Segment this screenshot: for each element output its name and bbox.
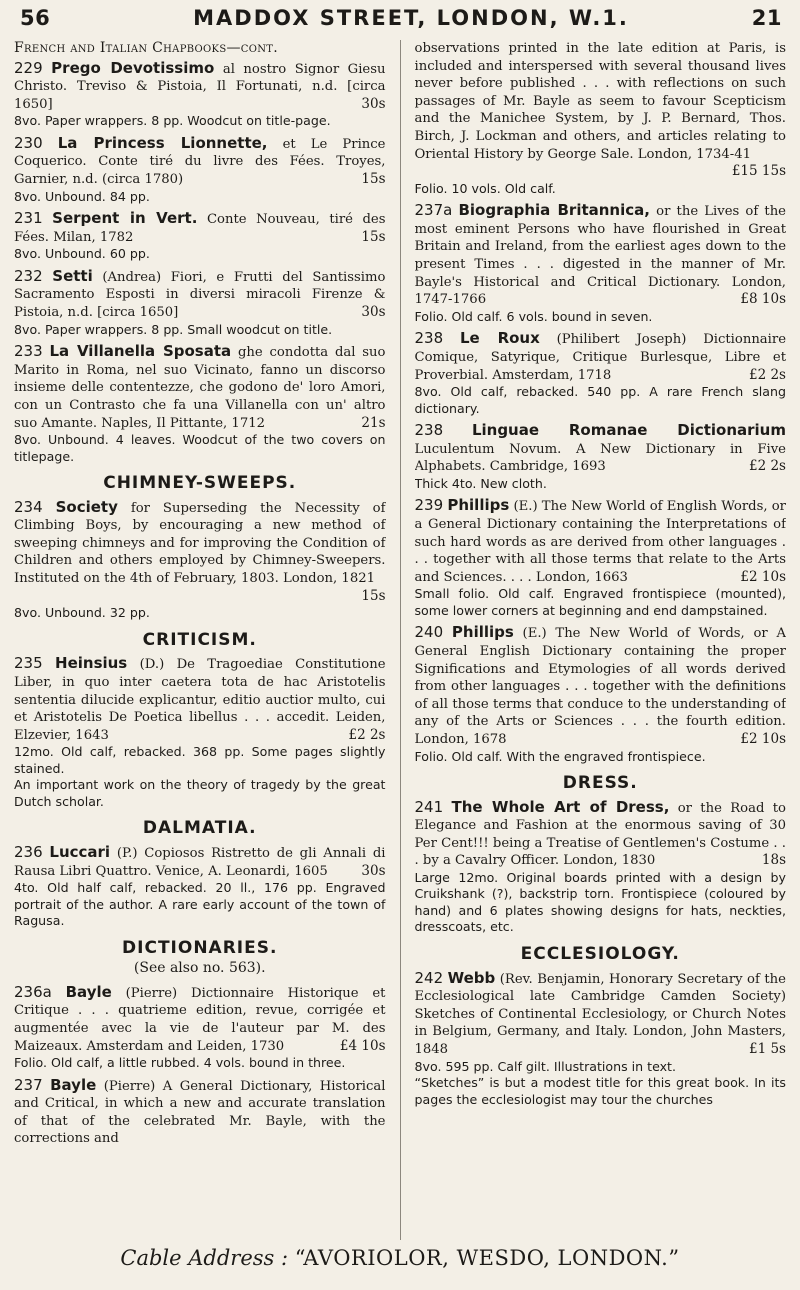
- lot-number: 231: [14, 209, 43, 228]
- lot-number: 241: [414, 797, 444, 816]
- catalogue-entry: [415, 970, 787, 1108]
- section-heading-criticism: CRITICISM.: [142, 629, 257, 650]
- cable-address-footer: [0, 1246, 800, 1280]
- entry-description: 8vo. Unbound. 84 pp.: [14, 188, 150, 204]
- catalogue-entry: [14, 60, 386, 130]
- entry-body: (D.) De Tragoediae Constitutione Liber, in quo inter caetera tota de hac Aristotelis sententia dilucide explicantur, editio auctior multo, cui et Aristotelis De Poetica libellus . . . accedit. Leiden, Elzevier, 1643: [14, 657, 386, 743]
- catalogue-entry: [415, 330, 787, 417]
- entry-title: La Princess Lionnette,: [57, 133, 268, 152]
- entry-description: Folio. Old calf, a little rubbed. 4 vols. bound in three.: [14, 1055, 346, 1071]
- entry-title: Society: [55, 497, 118, 516]
- entry-description: 8vo. Paper wrappers. 8 pp. Woodcut on title-page.: [14, 113, 331, 129]
- entry-price: £2 10s: [740, 730, 786, 747]
- entry-price: £2 2s: [348, 726, 386, 743]
- entry-description: Thick 4to. New cloth.: [414, 475, 547, 491]
- entry-price: 30s: [361, 862, 386, 879]
- entry-price: £4 10s: [339, 1037, 386, 1054]
- entry-price: £15 15s: [731, 163, 786, 180]
- entry-body: (Pierre) A General Dictionary, Historical and Critical, in which a new and accurate translation of that of the celebrated Mr. Bayle, with the corrections and: [14, 1078, 386, 1147]
- lot-number: 229: [14, 58, 43, 77]
- entry-title: Serpent in Vert.: [52, 209, 198, 228]
- entry-title: Phillips: [451, 623, 514, 642]
- entry-description: Folio. 10 vols. Old calf.: [414, 180, 556, 196]
- lot-number: 234: [14, 497, 43, 516]
- entry-price: 30s: [361, 95, 386, 112]
- entry-title: The Whole Art of Dress,: [451, 797, 670, 816]
- entry-body: observations printed in the late edition at Paris, is included and interspersed with several thousand lives never before published . . . with reflections on such passages of Mr. Bayle as seem to favour Scepticism and the Manichee System, by J. P. Bernard, Thos. Birch, J. Lockman and others, and articles relating to Oriental History by George Sale. London, 1734-41: [414, 41, 786, 162]
- publisher-address: MADDOX STREET, LONDON, W.1.: [193, 6, 629, 30]
- entry-price: 21s: [361, 414, 386, 431]
- entry-title: Luccari: [49, 842, 111, 861]
- cable-address-label: Cable Address :: [120, 1246, 289, 1270]
- entry-description: 8vo. Old calf, rebacked. 540 pp. A rare French slang dictionary.: [414, 384, 786, 416]
- lot-number: 235: [14, 654, 43, 673]
- entry-title: Prego Devotissimo: [51, 58, 215, 77]
- section-heading-ecclesiology: ECCLESIOLOGY.: [520, 943, 680, 964]
- entry-description: 12mo. Old calf, rebacked. 368 pp. Some pages slightly stained.: [14, 744, 386, 776]
- section-heading-dress: DRESS.: [562, 773, 638, 793]
- entry-title: Bayle: [50, 1075, 97, 1094]
- entry-title: Heinsius: [55, 654, 128, 673]
- section-heading-chimney-sweeps: CHIMNEY-SWEEPS.: [103, 473, 297, 494]
- entry-description: Folio. Old calf. With the engraved frontispiece.: [414, 748, 706, 764]
- entry-description: 8vo. Unbound. 32 pp.: [14, 605, 150, 621]
- lot-number: 232: [14, 266, 43, 285]
- entry-body: (P.) Copiosos Ristretto de gli Annali di Rausa Libri Quattro. Venice, A. Leonardi, 1605: [14, 845, 386, 879]
- entry-description: 4to. Old half calf, rebacked. 20 ll., 176 pp. Engraved portrait of the author. A rare early account of the town of Ragusa.: [14, 880, 386, 929]
- entry-body: or the Lives of the most eminent Persons who have flourished in Great Britain and Ireland, from the earliest ages down to the present Times . . . digested in the manner of Mr. Bayle's Historical and Critical Dictionary. London, 1747-1766: [414, 204, 786, 308]
- entry-price: 30s: [361, 304, 386, 321]
- entry-description: 8vo. 595 pp. Calf gilt. Illustrations in text.: [414, 1058, 676, 1074]
- continued-heading: French and Italian Chapbooks—cont.: [14, 40, 278, 56]
- lot-number: 236a: [14, 982, 52, 1001]
- catalogue-entry: [14, 984, 386, 1072]
- two-column-body: [14, 40, 786, 1240]
- lot-number: 237: [14, 1075, 43, 1094]
- see-also-note: (See also no. 563).: [133, 960, 266, 977]
- entry-title: Bayle: [65, 982, 112, 1001]
- catalogue-entry: [415, 202, 787, 325]
- entry-body: for Superseding the Necessity of Climbing Boys, by encouraging a new method of sweeping chimneys and for improving the Condition of Children and others employed by Chimney-Sweepers. Instituted on the 4th of February, 1803. London, 1821: [14, 500, 386, 587]
- lot-number: 237a: [414, 201, 453, 220]
- catalogue-entry: [14, 844, 386, 930]
- section-heading-dictionaries: DICTIONARIES.: [122, 937, 278, 958]
- right-column: [415, 40, 787, 1240]
- entry-body: (E.) The New World of Words, or A General English Dictionary containing the proper Significations and Etymologies of all words derived from other languages . . . together with the definitions of all those terms that conduce to the understanding of any of the Arts or Sciences . . . the fourth edition. London, 1678: [414, 626, 786, 747]
- entry-title: Webb: [447, 968, 496, 987]
- catalogue-entry: [415, 799, 787, 936]
- section-heading-dalmatia: DALMATIA.: [142, 818, 257, 839]
- entry-description: 8vo. Paper wrappers. 8 pp. Small woodcut on title.: [14, 321, 333, 337]
- catalogue-entry: [14, 499, 386, 622]
- entry-price: 18s: [761, 852, 786, 869]
- catalogue-entry: [14, 343, 386, 465]
- lot-number: 240: [414, 623, 444, 642]
- entry-price: £2 2s: [749, 366, 786, 383]
- entry-description: 8vo. Unbound. 60 pp.: [14, 246, 150, 262]
- entry-note: “Sketches” is but a modest title for this great book. In its pages the ecclesiologist may tour the churches: [414, 1075, 786, 1107]
- entry-body: (Pierre) Dictionnaire Historique et Critique . . . quatrieme edition, revue, corrigée et augmentée avec la vie de l'auteur par M. des Maizeaux. Amsterdam and Leiden, 1730: [14, 985, 386, 1054]
- entry-body: or the Road to Elegance and Fashion at the enormous saving of 30 Per Cent!!! being a Treatise of Gentlemen's Costume . . . by a Cavalry Officer. London, 1830: [414, 800, 786, 869]
- entry-body: ghe condotta dal suo Marito in Roma, nel suo Vicinato, fanno un discorso insieme delle contentezze, che godono de' loro Amori, con un Contrasto che fa una Villanella con un' altro suo Amante. Naples, Il Pittante, 1712: [14, 345, 386, 431]
- lot-number: 236: [14, 842, 43, 861]
- entry-body: et Le Prince Coquerico. Conte tiré du livre des Fées. Troyes, Garnier, n.d. (circa 1780): [14, 136, 386, 188]
- entry-description: 8vo. Unbound. 4 leaves. Woodcut of the two covers on titlepage.: [14, 432, 386, 464]
- entry-body: Conte Nouveau, tiré des Fées. Milan, 1782: [14, 212, 386, 245]
- catalogue-entry: [14, 655, 386, 810]
- entry-price: £2 10s: [740, 568, 786, 585]
- entry-body: (E.) The New World of English Words, or a General Dictionary containing the Interpretations of such hard words as are derived from other languages . . . together with all those terms that relate to the Arts and Sciences. . . . London, 1663: [414, 499, 786, 585]
- entry-title: Phillips: [447, 496, 510, 515]
- lot-number: 239: [414, 496, 444, 515]
- entry-price: £8 10s: [740, 291, 786, 308]
- entry-title: Le Roux: [459, 329, 540, 348]
- entry-description: Folio. Old calf. 6 vols. bound in seven.: [414, 308, 653, 324]
- entry-description: Small folio. Old calf. Engraved frontispiece (mounted), some lower corners at beginning and end dampstained.: [414, 586, 786, 618]
- entry-body: (Andrea) Fiori, e Frutti del Santissimo Sacramento Esposti in diversi miracoli Firenze & Pistoia, n.d. [circa 1650]: [14, 269, 386, 321]
- entry-title: La Villanella Sposata: [49, 342, 232, 361]
- lot-number: 238: [414, 329, 444, 348]
- entry-price: 15s: [361, 228, 386, 245]
- entry-price: £2 2s: [749, 458, 786, 475]
- catalogue-entry: [14, 135, 386, 205]
- entry-body: (Rev. Benjamin, Honorary Secretary of the Ecclesiological late Cambridge Camden Society) Sketches of Continental Ecclesiology, or Church Notes in Belgium, Germany, and Italy. London, John Masters, 1848: [414, 971, 786, 1057]
- lot-number: 230: [14, 133, 43, 152]
- entry-body: Luculentum Novum. A New Dictionary in Five Alphabets. Cambridge, 1693: [414, 441, 786, 475]
- cable-address: “AVORIOLOR, WESDO, LONDON.”: [294, 1246, 680, 1270]
- entry-price: 15s: [361, 171, 386, 188]
- left-column: [14, 40, 386, 1240]
- entry-title: Linguae Romanae Dictionarium: [471, 421, 786, 440]
- entry-title: Biographia Britannica,: [458, 201, 650, 220]
- running-head: [20, 6, 782, 36]
- lot-number: 238: [414, 421, 444, 440]
- catalogue-entry: [14, 268, 386, 338]
- entry-body: (Philibert Joseph) Dictionnaire Comique, Satyrique, Critique Burlesque, Libre et Proverbial. Amsterdam, 1718: [414, 332, 786, 383]
- catalogue-entry: [415, 497, 787, 619]
- lot-number: 242: [414, 968, 444, 987]
- catalogue-entry: [415, 624, 787, 765]
- catalogue-entry: [415, 40, 787, 197]
- entry-note: An important work on the theory of tragedy by the great Dutch scholar.: [14, 777, 386, 809]
- page-number-right: 21: [751, 6, 782, 30]
- entry-price: 15s: [361, 587, 386, 604]
- lot-number: 233: [14, 342, 43, 361]
- column-divider: [400, 40, 401, 1240]
- page-number-left: 56: [20, 6, 51, 30]
- entry-price: £1 5s: [749, 1040, 786, 1057]
- entry-body: al nostro Signor Giesu Christo. Treviso & Pistoia, Il Fortunati, n.d. [circa 1650]: [14, 61, 386, 112]
- entry-title: Setti: [52, 266, 93, 285]
- catalogue-entry: [415, 422, 787, 492]
- entry-description: Large 12mo. Original boards printed with a design by Cruikshank (?), backstrip torn. Frontispiece (coloured by hand) and 6 plates showing designs for hats, neckties, dresscoats, etc.: [414, 869, 786, 935]
- catalogue-entry: [14, 1077, 386, 1148]
- catalogue-entry: [14, 210, 386, 263]
